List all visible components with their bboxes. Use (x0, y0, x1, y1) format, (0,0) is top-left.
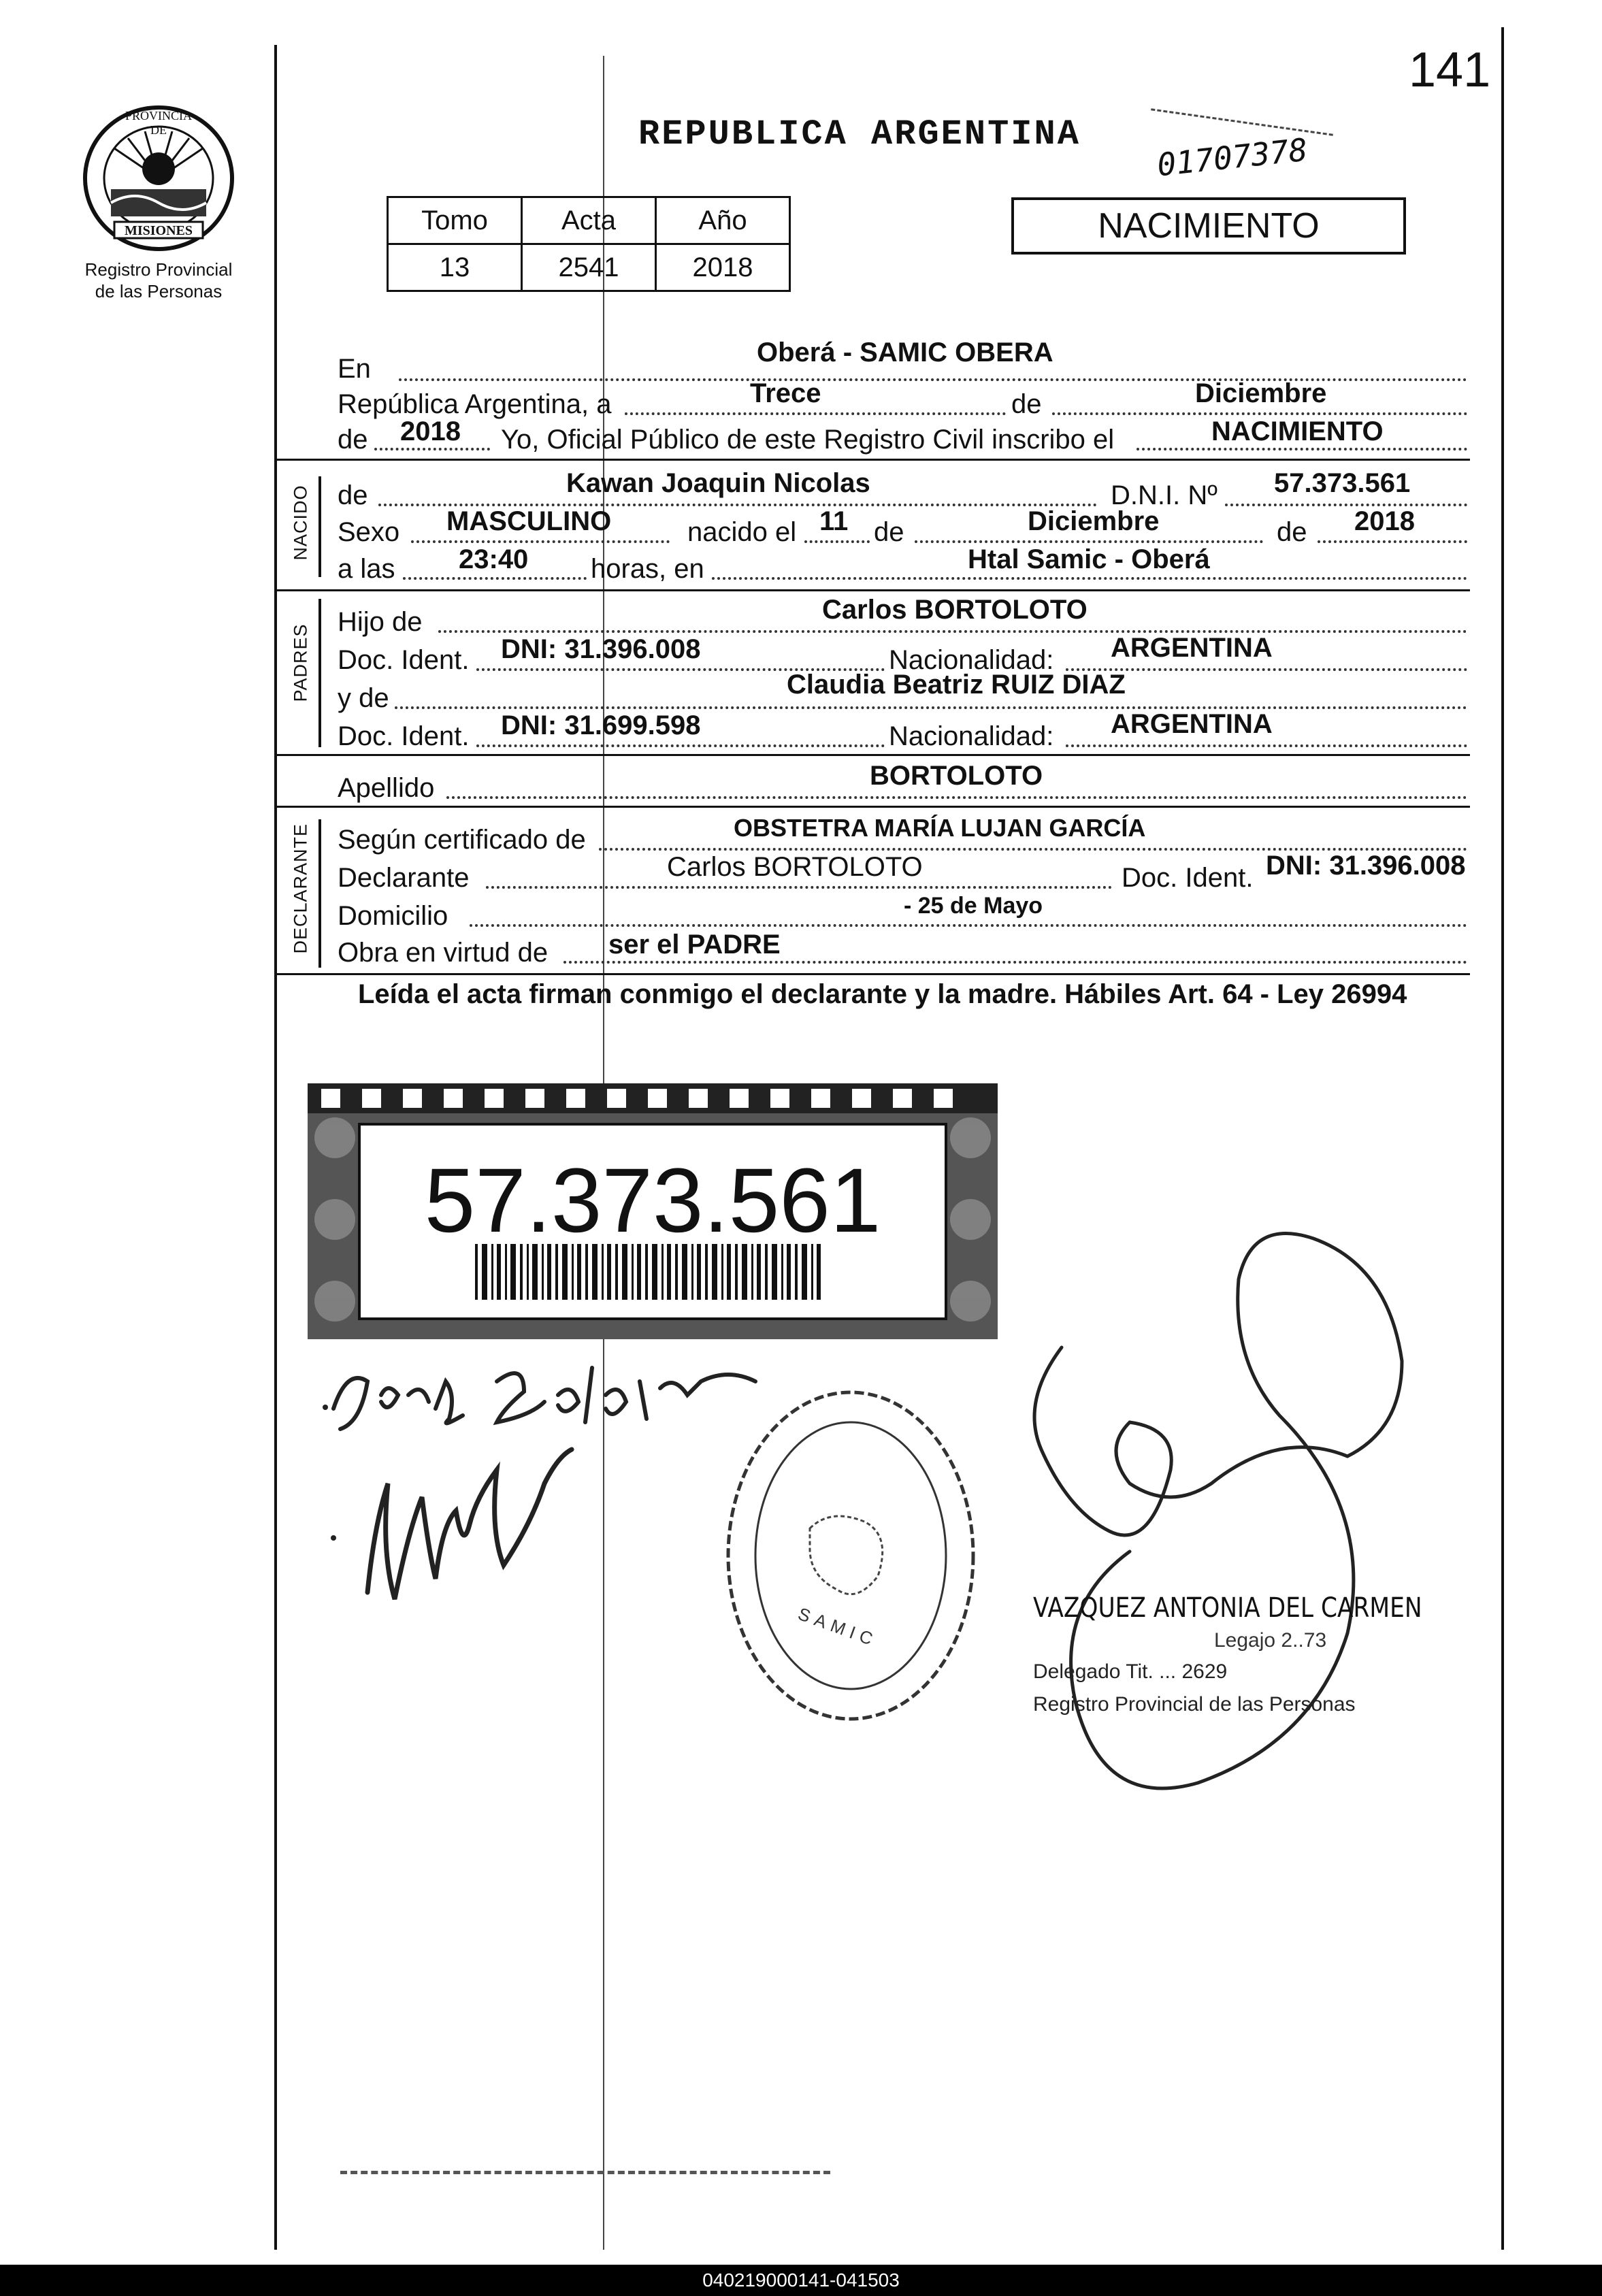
registry-name-line2: de las Personas (95, 281, 223, 301)
certificado-value: OBSTETRA MARÍA LUJAN GARCÍA (734, 814, 1146, 842)
obra-value: ser el PADRE (608, 930, 781, 960)
mother-signature (327, 1443, 599, 1620)
sexo-value: MASCULINO (446, 506, 612, 536)
day-words-value: Trece (750, 378, 821, 408)
child-name-value: Kawan Joaquin Nicolas (566, 468, 870, 498)
de-label-1: de (1011, 389, 1042, 419)
de-label-2: de (338, 425, 368, 455)
nacido-section-label: NACIDO (290, 485, 311, 561)
declarante-label: Declarante (338, 863, 470, 893)
anio-header: Año (656, 197, 790, 244)
mother-nationality-label: Nacionalidad: (889, 721, 1054, 751)
de-label-4: de (1277, 517, 1307, 547)
sexo-label: Sexo (338, 517, 400, 547)
birth-day-value: 11 (819, 506, 849, 536)
birth-place-value: Htal Samic - Oberá (968, 544, 1210, 574)
padres-section-label: PADRES (290, 623, 311, 702)
a-las-label: a las (338, 554, 395, 584)
birth-time-value: 23:40 (459, 544, 529, 574)
intro-rule (274, 459, 1470, 461)
declarante-doc-label: Doc. Ident. (1122, 863, 1254, 893)
nacido-rule (274, 589, 1470, 591)
tomo-header: Tomo (388, 197, 522, 244)
month-value: Diciembre (1195, 378, 1327, 408)
footer-code: 040219000141-041503 (0, 2265, 1602, 2296)
closing-text: Leída el acta firman conmigo el declarante y la madre. Hábiles Art. 64 - Ley 26994 (358, 979, 1407, 1009)
official-stamp-line3: Delegado Tit. ... 2629 (1033, 1660, 1228, 1683)
father-name-value: Carlos BORTOLOTO (822, 595, 1088, 625)
y-de-label: y de (338, 683, 389, 713)
hijo-de-label: Hijo de (338, 607, 423, 637)
declarante-doc-value: DNI: 31.396.008 (1266, 851, 1466, 881)
round-seal-inner-text: SAMIC (795, 1603, 881, 1652)
mother-doc-value: DNI: 31.699.598 (501, 710, 701, 740)
en-label: En (338, 354, 371, 384)
acta-header: Acta (522, 197, 656, 244)
certificado-label: Según certificado de (338, 825, 586, 855)
faint-bottom-rule (340, 2171, 830, 2174)
year-value: 2018 (400, 416, 461, 446)
de-label-3: de (874, 517, 904, 547)
document-title: REPUBLICA ARGENTINA (638, 114, 1081, 154)
record-type-box (1011, 197, 1406, 255)
right-margin-line (1501, 27, 1504, 2250)
republica-label: República Argentina, a (338, 389, 612, 419)
event-value: NACIMIENTO (1211, 416, 1384, 446)
dni-label: D.N.I. Nº (1111, 480, 1217, 510)
declarante-rule (274, 973, 1470, 975)
official-signature (994, 1225, 1443, 1837)
registry-table (387, 196, 791, 292)
declarante-value: Carlos BORTOLOTO (667, 852, 923, 882)
serial-number: 01707378 (1155, 131, 1309, 184)
serial-mark (1151, 108, 1333, 136)
anio-value: 2018 (656, 244, 790, 291)
dni-sticker (308, 1083, 998, 1339)
tomo-value: 13 (388, 244, 522, 291)
father-nationality-value: ARGENTINA (1111, 633, 1273, 663)
father-nationality-label: Nacionalidad: (889, 645, 1054, 675)
statement-text: Yo, Oficial Público de este Registro Civil inscribo el (501, 425, 1115, 455)
round-seal-stamp (708, 1372, 994, 1739)
apellido-label: Apellido (338, 773, 435, 803)
dni-sticker-number: 57.373.561 (424, 1150, 881, 1251)
seal-bottom-text: MISIONES (124, 223, 193, 238)
registry-name-line1: Registro Provincial (84, 259, 233, 280)
domicilio-value: - 25 de Mayo (904, 893, 1043, 919)
child-dni-value: 57.373.561 (1274, 468, 1411, 498)
acta-value: 2541 (522, 244, 656, 291)
record-type-label: NACIMIENTO (1098, 206, 1320, 246)
official-stamp-line1: VAZQUEZ ANTONIA DEL CARMEN (1033, 1592, 1422, 1624)
place-value: Oberá - SAMIC OBERA (757, 338, 1053, 367)
horas-label: horas, en (591, 554, 704, 584)
birth-month-value: Diciembre (1028, 506, 1160, 536)
page-number: 141 (1409, 43, 1491, 97)
apellido-rule (274, 806, 1470, 808)
left-margin-line (274, 45, 277, 2250)
father-doc-value: DNI: 31.396.008 (501, 634, 701, 664)
mother-nationality-value: ARGENTINA (1111, 709, 1273, 739)
nacido-de-label: de (338, 480, 368, 510)
mother-name-value: Claudia Beatriz RUIZ DIAZ (787, 670, 1126, 700)
declarante-section-label: DECLARANTE (290, 823, 311, 954)
padres-rule (274, 754, 1470, 756)
birth-year-value: 2018 (1354, 506, 1415, 536)
father-doc-label: Doc. Ident. (338, 645, 470, 675)
apellido-value: BORTOLOTO (870, 761, 1043, 791)
official-stamp-line2: Legajo 2..73 (1214, 1629, 1327, 1652)
province-seal-logo (73, 101, 244, 256)
domicilio-label: Domicilio (338, 901, 448, 931)
seal-top-text: PROVINCIA DE (125, 109, 192, 137)
official-stamp-line4: Registro Provincial de las Personas (1033, 1693, 1356, 1716)
nacido-el-label: nacido el (687, 517, 797, 547)
obra-label: Obra en virtud de (338, 938, 549, 968)
mother-doc-label: Doc. Ident. (338, 721, 470, 751)
